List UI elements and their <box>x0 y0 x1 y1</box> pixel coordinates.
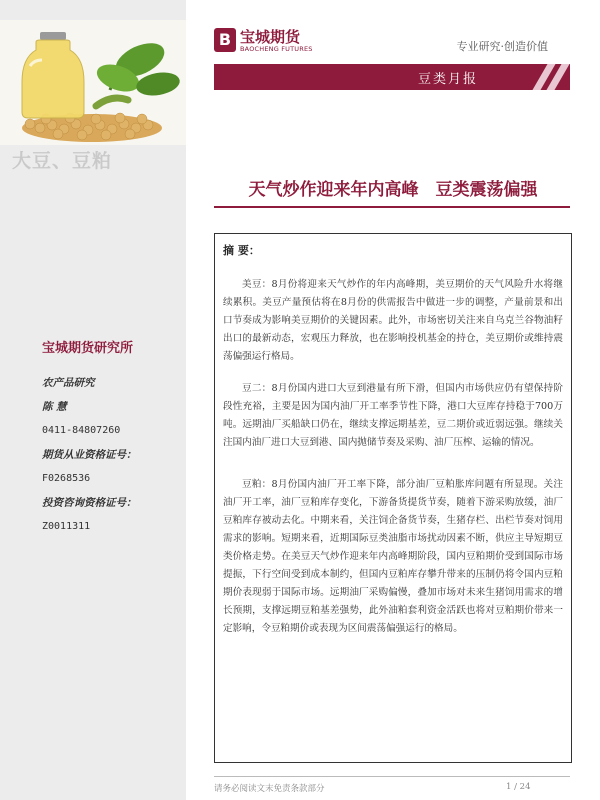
logo-english-name: BAOCHENG FUTURES <box>240 45 313 53</box>
abstract-box <box>214 233 572 763</box>
analyst-info <box>42 374 182 542</box>
abstract-paragraph-soymeal: 豆粕：8月份国内油厂开工率下降，部分油厂豆粕胀库问题有所显现。关注油厂开工率，油厂豆粕库存变化，下游备货提货节奏，随着下游采购放缓，油厂豆粕库存被动去化。中期来看，关注饲企备货节奏，生猪存栏、出栏节奏对饲用需求的影响。短期来看，近期国际豆类油脂市场扰动因素不断，供应主导短期豆类价格走势。在美豆天气炒作迎来年内高峰期阶段，国内豆粕期价受到国际市场提振，下行空间受到成本制约，但国内豆粕库存攀升带来的压制仍将令国内豆粕期价表现弱于国际市场。远期油厂采购偏慢，叠加市场对未来生猪饲用需求的增长预期，支撑远期豆粕基差强势，此外油粕套利资金活跃也将对豆粕期价带来一定影响，令豆粕期价或表现为区间震荡偏强运行的格局。 <box>223 479 563 634</box>
report-title: 天气炒作迎来年内高峰 豆类震荡偏强 <box>248 180 538 200</box>
footer-disclaimer: 请务必阅读文末免责条款部分 <box>214 784 325 794</box>
company-logo <box>214 26 324 56</box>
analyst-name: 陈 慧 <box>42 401 67 413</box>
logo-name: 宝城期货 <box>240 28 301 46</box>
phone-number: 0411-84807260 <box>42 425 121 436</box>
futures-license-label: 期货从业资格证号： <box>42 449 137 461</box>
abstract-label: 摘 要： <box>223 244 260 257</box>
report-type: 豆类月报 <box>418 72 479 87</box>
institute-name: 宝城期货研究所 <box>42 341 134 356</box>
page-number: 1 / 24 <box>506 782 531 792</box>
abstract-paragraph-soybean-no2: 豆二：8月份国内进口大豆到港量有所下滑，但国内市场供应仍有望保持阶段性充裕，主要是因为国内油厂开工率季节性下降，港口大豆库存持稳于700万吨。远期油厂买船缺口仍在，继续支撑远期基差，豆二期价或近弱远强。继续关注国内油厂进口大豆到港、国内抛储节奏及采购、油厂压榨、运输的情况。 <box>223 383 563 448</box>
title-divider <box>214 206 570 208</box>
product-image <box>0 20 186 145</box>
slogan: 专业研究·创造价值 <box>456 40 548 53</box>
advisory-license-label: 投资咨询资格证号： <box>42 497 137 509</box>
footer-divider <box>214 776 570 777</box>
soybean-oil-illustration <box>0 20 186 145</box>
futures-license-number: F0268536 <box>42 473 91 484</box>
logo-mark-icon: B <box>214 28 236 52</box>
category-title: 大豆、豆粕 <box>12 150 113 172</box>
report-type-banner <box>214 64 570 90</box>
abstract-paragraph-soybean: 美豆：8月份将迎来天气炒作的年内高峰期，美豆期价的天气风险升水将继续累积。美豆产量预估将在8月份的供需报告中做进一步的调整，产量前景和出口节奏成为影响美豆期价的关键因素。此外，市场密切关注来自乌克兰谷物油籽出口的最新动态，宏观压力释放，也在影响投机基金的持仓，美豆期价或维持震荡偏强运行格局。 <box>223 279 563 362</box>
department: 农产品研究 <box>42 377 95 389</box>
advisory-license-number: Z0011311 <box>42 521 91 532</box>
